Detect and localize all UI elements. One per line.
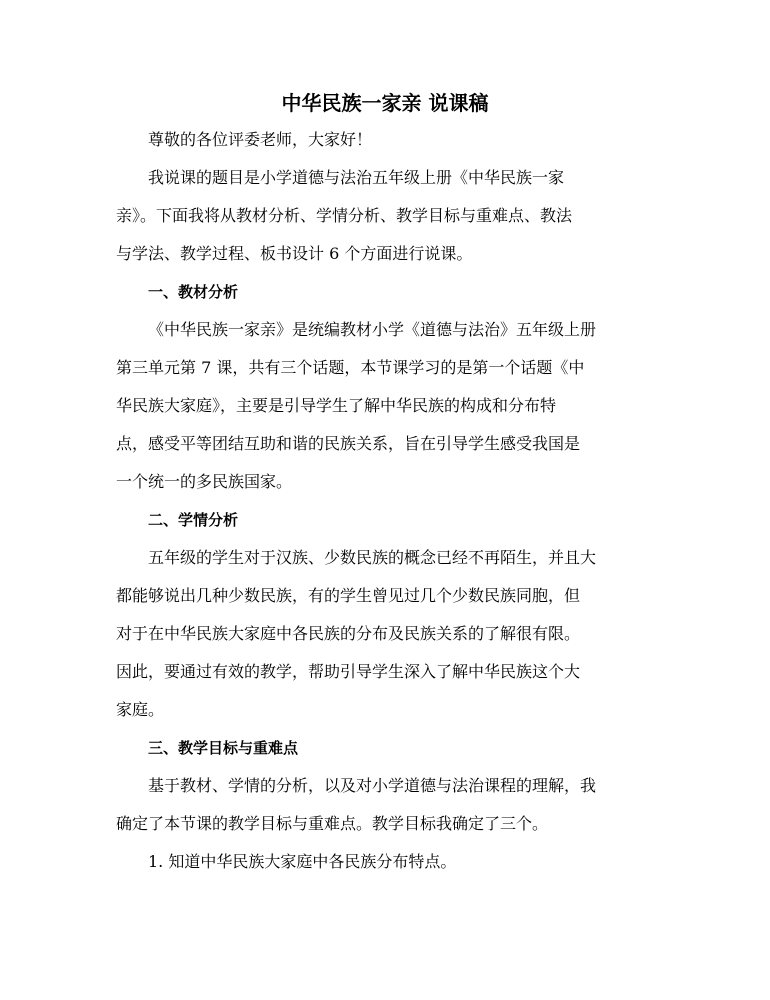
paragraph-line: 都能够说出几种少数民族，有的学生曾见过几个少数民族同胞，但 <box>116 586 581 605</box>
paragraph-line: 亲》。下面我将从教材分析、学情分析、教学目标与重难点、教法 <box>116 206 573 225</box>
paragraph-line: 对于在中华民族大家庭中各民族的分布及民族关系的了解很有限。 <box>116 624 581 643</box>
paragraph-line: 家庭。 <box>116 700 165 719</box>
greeting-line: 尊敬的各位评委老师，大家好！ <box>148 130 373 149</box>
section-heading-textbook-analysis: 一、教材分析 <box>148 283 239 301</box>
paragraph-line: 华民族大家庭》，主要是引导学生了解中华民族的构成和分布特 <box>116 396 557 415</box>
paragraph-line: 因此，要通过有效的教学，帮助引导学生深入了解中华民族这个大 <box>116 662 581 681</box>
paragraph-line: 基于教材、学情的分析，以及对小学道德与法治课程的理解，我 <box>148 776 597 795</box>
document-title: 中华民族一家亲 说课稿 <box>281 91 489 115</box>
paragraph-line: 《中华民族一家亲》是统编教材小学《道德与法治》五年级上册 <box>148 320 597 339</box>
section-heading-teaching-goals: 三、教学目标与重难点 <box>148 739 299 757</box>
paragraph-line: 第三单元第 7 课，共有三个话题，本节课学习的是第一个话题《中 <box>116 358 585 377</box>
paragraph-line: 一个统一的多民族国家。 <box>116 472 293 491</box>
numbered-list-item: 1. 知道中华民族大家庭中各民族分布特点。 <box>148 852 457 871</box>
paragraph-line: 点，感受平等团结互助和谐的民族关系，旨在引导学生感受我国是 <box>116 434 581 453</box>
paragraph-line: 与学法、教学过程、板书设计 6 个方面进行说课。 <box>116 244 473 263</box>
paragraph-line: 我说课的题目是小学道德与法治五年级上册《中华民族一家 <box>148 168 565 187</box>
paragraph-line: 五年级的学生对于汉族、少数民族的概念已经不再陌生，并且大 <box>148 548 597 567</box>
section-heading-student-analysis: 二、学情分析 <box>148 511 239 529</box>
paragraph-line: 确定了本节课的教学目标与重难点。教学目标我确定了三个。 <box>116 814 549 833</box>
